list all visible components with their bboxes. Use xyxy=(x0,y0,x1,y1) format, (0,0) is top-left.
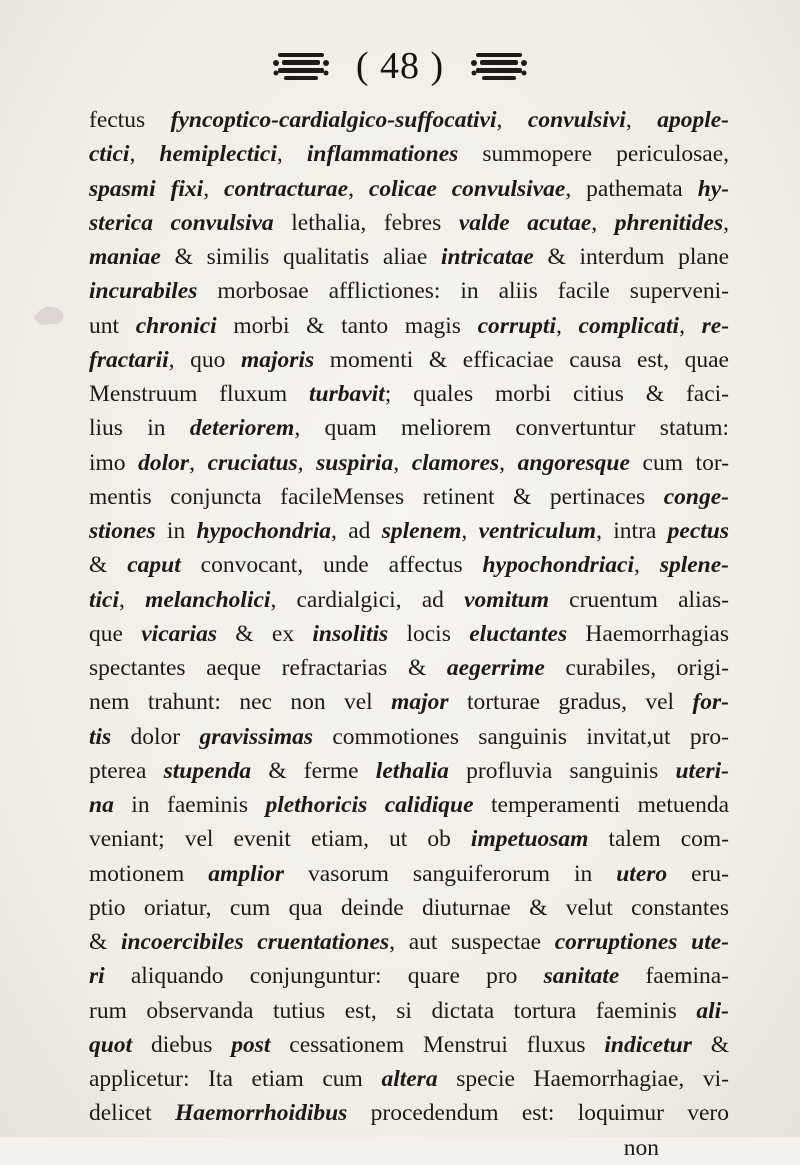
text-run: momenti & efficaciae causa est, quae xyxy=(314,346,729,373)
text-run: & xyxy=(691,1031,729,1058)
text-run: lethalia, febres xyxy=(273,209,459,236)
text-line xyxy=(89,685,729,719)
italic-term: re- xyxy=(701,312,730,339)
italic-term: colicae convulsivae xyxy=(368,175,566,202)
italic-term: suspiria xyxy=(316,449,394,476)
italic-term: altera xyxy=(381,1066,438,1092)
text-run: , xyxy=(119,586,146,613)
text-line xyxy=(89,206,729,240)
italic-term: hypochondriaci xyxy=(482,552,635,579)
text-line xyxy=(89,343,729,377)
text-run: , xyxy=(555,312,579,339)
text-run: lius in xyxy=(89,415,190,442)
italic-term: corrupti xyxy=(477,312,556,339)
italic-term: caput xyxy=(127,552,181,579)
text-line xyxy=(89,274,729,308)
text-run: spectantes aeque refractarias & xyxy=(89,655,447,681)
italic-term: apople- xyxy=(657,107,730,133)
text-run: , xyxy=(679,312,702,339)
italic-term: amplior xyxy=(208,860,285,887)
italic-term: fractarii xyxy=(89,346,169,373)
italic-term: impetuosam xyxy=(470,826,589,853)
italic-term: majoris xyxy=(240,346,315,373)
italic-term: ctici xyxy=(89,141,130,168)
text-run: fectus xyxy=(89,107,171,133)
text-run: Menstruum fluxum xyxy=(89,381,309,407)
text-run: motionem xyxy=(89,860,209,887)
italic-term: hy- xyxy=(697,175,730,202)
italic-term: eluctantes xyxy=(469,620,568,647)
italic-term: intricatae xyxy=(441,244,534,270)
text-run: morbi & tanto magis xyxy=(216,312,478,339)
italic-term: incurabiles xyxy=(89,278,198,305)
text-line xyxy=(89,172,729,206)
italic-term: inflammationes xyxy=(306,141,459,168)
text-run: diebus xyxy=(132,1031,232,1058)
text-run: , ad xyxy=(331,518,382,544)
text-line xyxy=(89,480,729,514)
text-line xyxy=(89,103,729,137)
italic-term: aegerrime xyxy=(446,655,545,681)
italic-term: convulsivi xyxy=(527,107,626,133)
italic-term: stupenda xyxy=(163,757,252,784)
italic-term: pectus xyxy=(667,518,730,544)
text-run: faemina- xyxy=(619,963,729,990)
text-run: & interdum plane xyxy=(533,244,729,270)
italic-term: deteriorem xyxy=(189,415,295,442)
text-run: ptio oriatur, cum qua deinde diuturnae & velut constantes xyxy=(89,894,729,921)
text-run: locis xyxy=(388,620,470,647)
italic-term: tici xyxy=(89,586,120,613)
printer-ornament-icon xyxy=(272,49,330,83)
text-run: , aut suspectae xyxy=(389,929,555,955)
italic-term: chronici xyxy=(135,312,217,339)
italic-term: stiones xyxy=(89,518,156,544)
text-run: , xyxy=(591,209,615,236)
text-line xyxy=(89,514,729,548)
italic-term: major xyxy=(391,689,449,716)
page-header xyxy=(0,40,800,92)
text-run: temperamenti metuenda xyxy=(473,792,729,818)
italic-term: turbavit xyxy=(308,381,385,407)
text-line xyxy=(89,617,729,651)
italic-term: sanitate xyxy=(543,963,620,990)
body-text xyxy=(89,103,729,1165)
italic-term: phrenitides xyxy=(614,209,724,236)
text-line xyxy=(89,891,729,925)
text-line xyxy=(89,720,729,754)
italic-term: Haemorrhoidibus xyxy=(174,1100,348,1127)
text-run: specie Haemorrhagiae, vi- xyxy=(437,1066,729,1092)
text-run: ; quales morbi citius & faci- xyxy=(384,381,729,407)
italic-term: conge- xyxy=(663,483,729,510)
italic-term: for- xyxy=(692,689,729,716)
text-line xyxy=(89,857,729,891)
text-run: , xyxy=(393,449,412,476)
printer-ornament-icon xyxy=(470,49,528,83)
text-run: unt xyxy=(89,312,136,339)
text-run: dolor xyxy=(111,723,200,750)
italic-term: spasmi fixi xyxy=(89,175,204,202)
text-run: , xyxy=(189,449,208,476)
text-run: , xyxy=(634,552,660,579)
italic-term: splenem xyxy=(381,518,462,544)
text-run: procedendum est: loquimur vero xyxy=(347,1100,729,1127)
text-run: vasorum sanguiferorum in xyxy=(284,860,617,887)
italic-term: plethoricis calidique xyxy=(265,792,474,818)
text-run: nem trahunt: nec non vel xyxy=(89,689,392,716)
text-run: in faeminis xyxy=(113,792,266,818)
text-line xyxy=(89,583,729,617)
italic-term: gravissimas xyxy=(199,723,314,750)
text-run: & ferme xyxy=(251,757,376,784)
text-run: cruentum alias- xyxy=(548,586,729,613)
italic-term: vomitum xyxy=(464,586,549,613)
text-run: delicet xyxy=(89,1100,175,1127)
text-line xyxy=(89,822,729,856)
text-run: cum tor- xyxy=(629,449,730,476)
italic-term: cruciatus xyxy=(207,449,298,476)
italic-term: maniae xyxy=(89,244,161,270)
italic-term: clamores xyxy=(411,449,500,476)
text-run: convocant, unde affectus xyxy=(180,552,483,579)
italic-term: fyncoptico-cardialgico-suffocativi xyxy=(170,107,497,133)
italic-term: vicarias xyxy=(141,620,217,647)
text-run: veniant; vel evenit etiam, ut ob xyxy=(89,826,471,853)
italic-term: sterica convulsiva xyxy=(89,209,274,236)
italic-term: lethalia xyxy=(375,757,449,784)
text-run: non xyxy=(623,1134,659,1161)
text-run: , xyxy=(297,449,317,476)
ink-stain-icon xyxy=(30,300,70,330)
text-line xyxy=(89,994,729,1028)
text-line xyxy=(89,137,729,171)
page-number: ( 48 ) xyxy=(355,45,445,87)
italic-term: dolor xyxy=(138,449,190,476)
text-run: , xyxy=(461,518,479,544)
text-run: , pathemata xyxy=(565,175,698,202)
text-run: , intra xyxy=(596,518,668,544)
italic-term: corruptiones ute- xyxy=(554,929,729,955)
text-run: commotiones sanguinis invitat,ut pro- xyxy=(313,723,729,750)
text-line xyxy=(89,925,729,959)
text-run: que xyxy=(89,620,142,647)
text-line xyxy=(89,446,729,480)
text-line xyxy=(89,1062,729,1096)
text-run: , xyxy=(203,175,225,202)
italic-term: contracturae xyxy=(224,175,349,202)
italic-term: valde acutae xyxy=(458,209,592,236)
italic-term: splene- xyxy=(659,552,730,579)
text-run: Haemorrhagias xyxy=(567,620,729,647)
text-run: summopere periculosae, xyxy=(458,141,730,168)
text-run: imo xyxy=(89,449,139,476)
italic-term: tis xyxy=(89,723,112,750)
text-run: , xyxy=(129,141,160,168)
italic-term: ventriculum xyxy=(478,518,597,544)
text-run: & xyxy=(89,929,121,955)
text-run: talem com- xyxy=(588,826,729,853)
text-line xyxy=(89,788,729,822)
italic-term: ali- xyxy=(696,997,729,1024)
text-run: mentis conjuncta facileMenses retinent & pertinaces xyxy=(89,483,664,510)
text-line xyxy=(89,309,729,343)
text-run: pterea xyxy=(89,757,164,784)
text-run: & xyxy=(89,552,128,579)
text-run: profluvia sanguinis xyxy=(448,757,676,784)
text-run: morbosae afflictiones: in aliis facile superveni- xyxy=(197,278,729,305)
text-run: , cardialgici, ad xyxy=(270,586,465,613)
text-line xyxy=(89,1131,729,1165)
text-run: , xyxy=(496,107,528,133)
italic-term: quot xyxy=(89,1031,133,1058)
text-line xyxy=(89,754,729,788)
text-run: cessationem Menstrui fluxus xyxy=(270,1031,605,1058)
text-run: aliquando conjunguntur: quare pro xyxy=(104,963,544,990)
text-run: rum observanda tutius est, si dictata tortura faeminis xyxy=(89,997,697,1024)
italic-term: ri xyxy=(89,963,105,990)
italic-term: incoercibiles cruentationes xyxy=(120,929,390,955)
text-line xyxy=(89,240,729,274)
italic-term: melancholici xyxy=(145,586,271,613)
text-run: , xyxy=(723,209,729,236)
text-run: & similis qualitatis aliae xyxy=(160,244,442,270)
text-run: torturae gradus, vel xyxy=(448,689,693,716)
italic-term: utero xyxy=(616,860,668,887)
text-run: , xyxy=(348,175,369,202)
text-run: , quo xyxy=(168,346,241,373)
italic-term: post xyxy=(231,1031,271,1058)
italic-term: hemiplectici xyxy=(159,141,277,168)
italic-term: insolitis xyxy=(312,620,389,647)
text-line xyxy=(89,411,729,445)
italic-term: uteri- xyxy=(675,757,729,784)
text-run: , quam meliorem convertuntur statum: xyxy=(294,415,730,442)
text-run: applicetur: Ita etiam cum xyxy=(89,1066,382,1092)
text-run: , xyxy=(625,107,658,133)
italic-term: hypochondria xyxy=(196,518,332,544)
text-line xyxy=(89,548,729,582)
italic-term: indicetur xyxy=(604,1031,692,1058)
text-line xyxy=(89,1028,729,1062)
italic-term: angoresque xyxy=(517,449,630,476)
text-run: & ex xyxy=(216,620,313,647)
text-run: , xyxy=(276,141,307,168)
text-run: curabiles, origi- xyxy=(544,655,729,681)
italic-term: complicati xyxy=(578,312,680,339)
text-line xyxy=(89,651,729,685)
text-line xyxy=(89,1096,729,1130)
text-run: in xyxy=(155,518,197,544)
italic-term: na xyxy=(89,792,114,818)
text-line xyxy=(89,377,729,411)
text-line xyxy=(89,959,729,993)
text-run: , xyxy=(499,449,518,476)
text-run: eru- xyxy=(667,860,729,887)
